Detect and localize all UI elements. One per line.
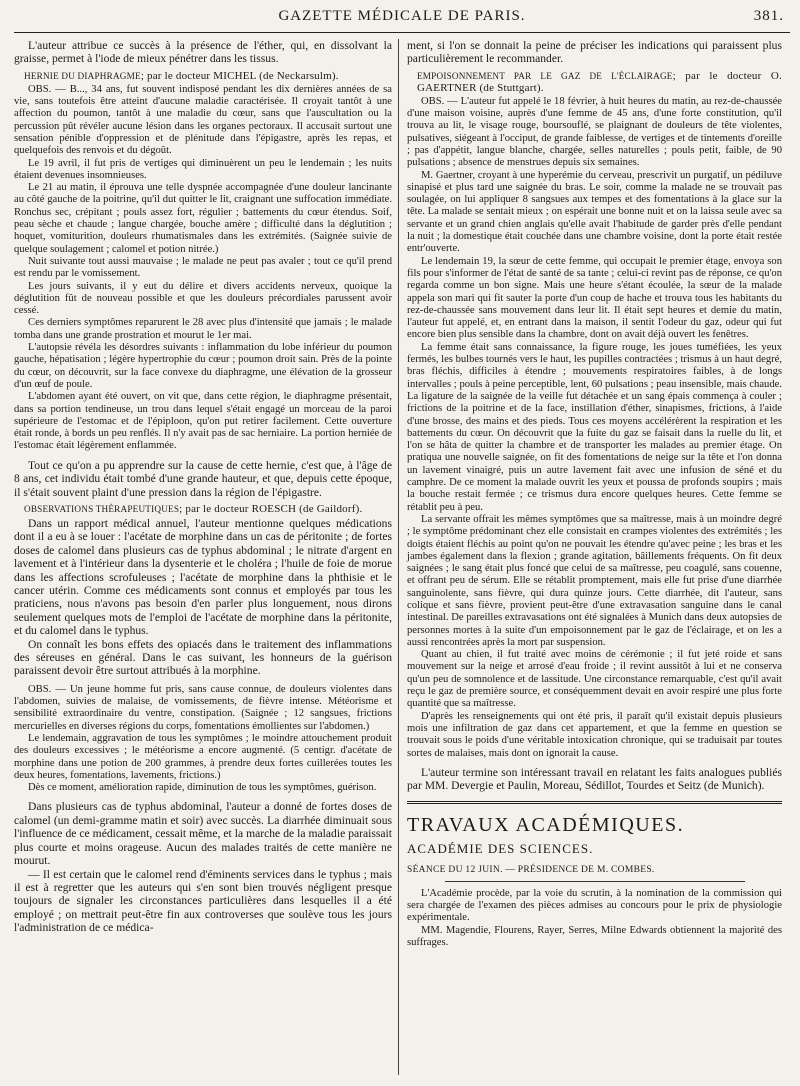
section-heading-empoisonnement — [417, 70, 782, 94]
observations-author: ; par le docteur ROESCH (de Gaildorf). — [179, 502, 363, 515]
travaux-title: TRAVAUX ACADÉMIQUES. — [407, 813, 685, 836]
empoisonnement-paragraph: D'après les renseignements qui ont été pris, il paraît qu'il existait depuis plusieurs mois une infiltration de gaz dans cet appartement, et que la femme en question se trouvait sous le poids d'une véritable intoxication chronique, qui se traduisait par toutes sortes de malaises, mais dont on ignorait la cause. — [407, 710, 782, 759]
hernie-author: ; par le docteur MICHEL (de Neckarsulm). — [140, 69, 339, 82]
observations-paragraph: — Il est certain que le calomel rend d'éminents services dans le typhus ; mais il est à regretter que les auteurs qui s'en sont bien trouvés négligent presque toujours de signaler les circonstances particulières dans lesquelles il a été employé ; on mettrait peut-être fin aux controverses que soulève tous les jours l'administration de ce médica- — [14, 867, 392, 935]
page-header — [14, 8, 790, 33]
hernie-paragraph: L'autopsie révéla les désordres suivants : inflammation du lobe inférieur du poumon gauche, hépatisation ; légère hypertrophie du cœur ; poumon droit sain. Près de la pointe du cœur, on découvrit, sur la face convexe du diaphragme, une élévation de la grosseur d'un œuf de poule. — [14, 342, 392, 390]
empoisonnement-paragraph: La femme était sans connaissance, la figure rouge, les joues tuméfiées, les yeux fermés, les bulbes tournés vers le haut, les pupilles contractées ; trismus à un haut degré, bras fléchis, difficiles à étendre ; mouvements respiratoires faibles, à de longs intervalles ; pouls à peine perceptible, lent, 60 pulsations ; peau insensible, mais chaude. La ligature de la saignée de la veille fut détachée et un sang épais commença à couler ; frictions de la poitrine et de la face, instillation d'éther, sinapismes, frictions, à l'aide d'une brosse, des mains et des pieds. Tous ces moyens accélérèrent la respiration et les battements du cœur. On découvrit que la fuite du gaz se faisait dans la ruelle du lit, et l'on se hâta de quitter la chambre et de transporter les malades au premier étage. On pratiqua une nouvelle saignée, on fit des fomentations de neige sur la tête et l'on donna un lavement vinaigré, puis un autre lavement fait avec une infusion de séné et du camphre. De ce moment la malade ouvrit les yeux et poussa de profonds soupirs ; mais la bouche restait fermée ; ce trismus dura encore quelques heures. Cette femme se rétablit peu à peu. — [407, 341, 782, 513]
hernie-observation: OBS. — B..., 34 ans, fut souvent indisposé pendant les dix dernières années de sa vie, sans toutefois être atteint d'aucune maladie caractérisée. Il croyait tantôt à une affection du poumon, tantôt à une maladie du cœur, sans que l'auscultation ou la percussion pût révéler aucune lésion dans les organes pectoraux. Il accusait surtout une sensation pénible d'oppression et de plénitude dans l'épigastre, après les repas, et quelquefois des renvois et du dégoût. — [14, 83, 392, 157]
hernie-paragraph: Le 19 avril, il fut pris de vertiges qui diminuèrent un peu le lendemain ; les nuits étaient devenues insomnieuses. — [14, 157, 392, 181]
hernie-heading: HERNIE DU DIAPHRAGME — [24, 70, 141, 81]
hernie-paragraph: Les jours suivants, il y eut du délire et divers accidents nerveux, quoique la déglutition fût de nouveau possible et que les douleurs précordiales parussent avoir cessé. — [14, 280, 392, 317]
seance-line: SÉANCE DU 12 JUIN. — PRÉSIDENCE DE M. COMBES. — [407, 864, 655, 875]
empoisonnement-paragraph: La servante offrait les mêmes symptômes que sa maîtresse, mais à un moindre degré ; le symptôme prédominant chez elle consistait en crampes violentes des extrémités ; les doigts étaient fléchis au point qu'on ne pouvait les étendre qu'avec peine ; les bras et les jambes également dans la flexion ; grande agitation, bâillements fréquents. On fit deux saignées ; le sang était plus foncé que celui de sa maîtresse, peu coagulé, sans couenne, et offrant peu de sérum. Elle se rétablit promptement, mais elle fut prise d'une diarrhée sanguinolente, sans fièvre, qui dura quinze jours. Cette diarrhée, dit l'auteur, sans colique et sans fièvre, provient peut-être d'une extravasation sanguine dans le canal intestinal. De pareilles extravasations ont été signalées à Munich dans deux autopsies de personnes mortes à la suite d'un empoisonnement par le gaz de l'éclairage, et on les a aussi rencontrées après la mort par suspension. — [407, 513, 782, 648]
empoisonnement-paragraph: Le lendemain 19, la sœur de cette femme, qui occupait le premier étage, envoya son fils pour s'informer de l'état de santé de sa tante ; celui-ci revint pas de réponse, ce qu'on regarda comme un bon signe. Mais une heure s'étant écoulée, la sœur de la malade appela son mari qui fit sauter la porte d'un coup de hache et trouva tous les habitants du rez-de-chaussée sans mouvement dans leur lit. Il était sept heures et demie du matin, l'auteur fut appelé, et, en entrant dans la maison, il sentit l'odeur du gaz, odeur qui fut encore bien plus sensible dans la chambre, dont on avait déjà ouvert les fenêtres. — [407, 255, 782, 341]
page-number: 381. — [753, 8, 784, 24]
section-heading-hernie — [24, 70, 392, 82]
observations-paragraph: Dans plusieurs cas de typhus abdominal, l'auteur a donné de fortes doses de calomel (un demi-gramme matin et soir) avec succès. La diarrhée diminuait sous l'influence de ce médicament, cessait même, et la marche de la maladie paraissait plus courte et moins orageuse. Aucun des malades traités de cette manière ne mourut. — [14, 800, 392, 868]
left-column — [14, 39, 398, 1075]
empoisonnement-conclusion: L'auteur termine son intéressant travail en relatant les faits analogues publiés par MM. Devergie et Paulin, Moreau, Sédillot, Tourdes et Seitz (de Munich). — [407, 765, 782, 793]
academie-paragraph: L'Académie procède, par la voie du scrutin, à la nomination de la commission qui sera chargée de l'examen des pièces admises au concours pour le prix de physiologie expérimentale. — [407, 887, 782, 924]
hernie-paragraph: Nuit suivante tout aussi mauvaise ; le malade ne peut pas avaler ; tout ce qu'il prend est rendu par le vomissement. — [14, 255, 392, 280]
seance-rule — [445, 881, 745, 882]
hernie-paragraph: L'abdomen ayant été ouvert, on vit que, dans cette région, le diaphragme présentait, dans sa portion tendineuse, un trou dans lequel s'était engagé un morceau de la paroi supérieure de l'estomac et de l'épiploon, qu'on put retirer facilement. Cette ouverture était ronde, à bords un peu renflés. Il n'y avait pas de sac herniaire. La portion herniée de l'estomac était légèrement enflammée. — [14, 391, 392, 452]
empoisonnement-author: ; par le docteur O. GAERTNER (de Stuttgart). — [417, 69, 782, 94]
section-divider — [407, 801, 782, 804]
two-column-body — [14, 39, 790, 1075]
academie-paragraph: MM. Magendie, Flourens, Rayer, Serres, Milne Edwards obtiennent la majorité des suffrages. — [407, 924, 782, 948]
intro-paragraph: L'auteur attribue ce succès à la présence de l'éther, qui, en dissolvant la graisse, permet à l'iode de mieux pénétrer dans les tissus. — [14, 39, 392, 66]
observations-case: Dès ce moment, amélioration rapide, diminution de tous les symptômes, guérison. — [28, 782, 377, 794]
observations-heading: OBSERVATIONS THÉRAPEUTIQUES — [24, 503, 180, 514]
journal-title: GAZETTE MÉDICALE DE PARIS. — [278, 8, 526, 24]
hernie-paragraph: Le 21 au matin, il éprouva une telle dyspnée accompagnée d'une douleur lancinante au côté gauche de la poitrine, qu'il dut quitter le lit, craignant une suffocation immédiate. Ronchus sec, crépitant ; pouls assez fort, régulier ; battements du cœur étendus. Soif, peau sèche et chaude ; langue chargée, bouche amère ; difficulté dans la déglutition ; hoquet, vomiturition, douleurs rhumatismales dans les extrémités. (Saignée suivie de quelque soulagement ; calomel et potion nitrée.) — [14, 182, 392, 255]
empoisonnement-paragraph: M. Gaertner, croyant à une hyperémie du cerveau, prescrivit un purgatif, un pédiluve sinapisé et plus tard une saignée du bras. Le soir, comme la malade ne se trouvait pas soulagée, on lui appliquer 8 sangsues aux tempes et des fomentations à la glace sur la tête. La malade se sentait mieux ; on espérait une bonne nuit et on la laissa seule avec sa servante et un grand chien anglais qu'elle avait l'habitude de garder près d'elle pendant la nuit ; la domestique était couchée dans une chambre voisine, dont la porte était restée entr'ouverte. — [407, 169, 782, 255]
empoisonnement-paragraph: Quant au chien, il fut traité avec moins de cérémonie ; il fut jeté roide et sans mouvement sur la neige et arrosé d'eau froide ; il revint aussitôt à lui et ne conserva qu'un peu de somnolence et de lassitude. Une circonstance remarquable, c'est qu'il avait reçu le gaz de première source, et conséquemment devait en avoir respiré une plus forte quantité que sa maîtresse. — [407, 649, 782, 710]
right-column — [398, 39, 782, 1075]
observations-paragraph: On connaît les bons effets des opiacés dans le traitement des inflammations des séreuses en général. Dans le cas suivant, les honneurs de la guérison paraissent devoir être surtout attribués à la morphine. — [14, 637, 392, 678]
observations-paragraph: Dans un rapport médical annuel, l'auteur mentionne quelques médications dont il a eu à se louer : l'acétate de morphine dans un cas de péritonite ; de fortes doses de calomel dans plusieurs cas de typhus abdominal ; le nitrate d'argent en lavement et à l'intérieur dans la dysenterie et le choléra ; l'huile de foie de morue dans les affections scrofuleuses ; l'acétate de morphine dans la phthisie et le cancer utérin. Comme ces médicaments sont connus et employés par tous les praticiens, nous n'avons pas besoin d'en parler plus longuement, nous dirons seulement quelques mots de l'emploi de l'acétate de morphine dans la péritonite, et du calomel dans le typhus. — [14, 516, 392, 638]
academie-heading: ACADÉMIE DES SCIENCES. — [407, 840, 594, 856]
hernie-paragraph: Ces derniers symptômes reparurent le 28 avec plus d'intensité que jamais ; le malade tomba dans une grande prostration et mourut le 1er mai. — [14, 317, 392, 341]
observations-case: OBS. — Un jeune homme fut pris, sans cause connue, de douleurs violentes dans l'abdomen, suivies de malaise, de vomissements, de fièvre intense. Météorisme et sensibilité extraordinaire du ventre, constipation. (Saignée ; 12 sangsues, frictions mercurielles en diverses régions du corps, fomentations émollientes sur l'abdomen.) — [14, 683, 392, 732]
continued-paragraph: ment, si l'on se donnait la peine de préciser les indications qui paraissent plus particulièrement le recommander. — [407, 39, 782, 66]
hernie-conclusion: Tout ce qu'on a pu apprendre sur la cause de cette hernie, c'est que, à l'âge de 8 ans, cet individu était tombé d'une grande hauteur, et que, depuis cette époque, il s'était souvent plaint d'une pression dans la région de l'épigastre. — [14, 458, 392, 499]
empoisonnement-observation: OBS. — L'auteur fut appelé le 18 février, à huit heures du matin, au rez-de-chaussée d'une maison voisine, auprès d'une femme de 45 ans, d'une forte constitution, qu'il trouva au lit, le visage rouge, boursouflé, se plaignant de douleurs de tête violentes, pulsatives, siégeant à l'occiput, de grande faiblesse, de vertiges et de tintements d'oreille ; pas d'appétit, langue blanche, chargée, selles naturelles ; pouls petit, faible, de 90 pulsations ; absence de menstrues depuis six semaines. — [407, 95, 782, 169]
empoisonnement-heading: EMPOISONNEMENT PAR LE GAZ DE L'ÉCLAIRAGE — [417, 70, 673, 81]
section-heading-observations — [24, 503, 392, 515]
observations-case: Le lendemain, aggravation de tous les symptômes ; le moindre attouchement produit des douleurs excessives ; le météorisme a encore augmenté. (5 centigr. d'acétate de morphine dans une potion de 200 grammes, à prendre deux fortes cuillerées toutes les deux heures, fomentations, lavements, frictions.) — [14, 733, 392, 781]
